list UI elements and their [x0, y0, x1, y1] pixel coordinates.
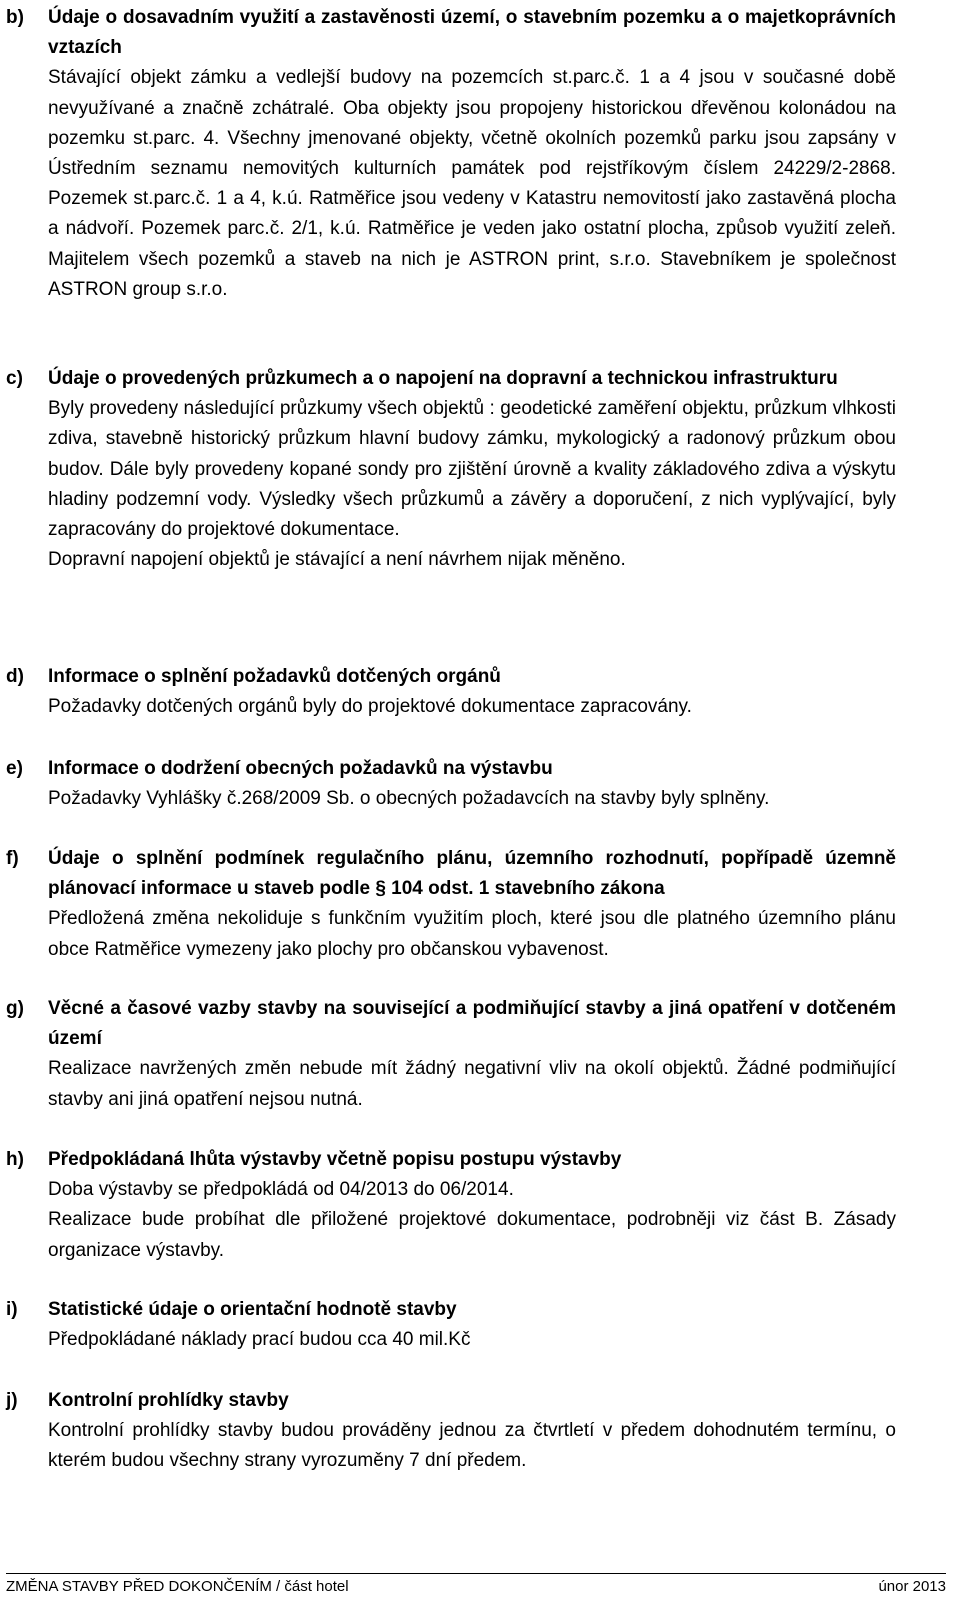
section-heading: Informace o splnění požadavků dotčených orgánů: [48, 666, 501, 687]
section-letter: d): [6, 666, 24, 687]
section-text: Předložená změna nekoliduje s funkčním využitím ploch, které jsou dle platného územního plánu obce Ratměřice vymezeny jako plochy pro občanskou vybavenost.: [48, 908, 896, 960]
section-j: [6, 1386, 896, 1477]
section-i: [6, 1295, 896, 1355]
section-b: [6, 3, 896, 305]
section-letter: b): [6, 7, 24, 28]
section-heading: Statistické údaje o orientační hodnotě stavby: [48, 1299, 457, 1320]
section-c: [6, 364, 896, 575]
section-letter: g): [6, 998, 24, 1019]
section-heading: Údaje o dosavadním využití a zastavěnosti území, o stavebním pozemku a o majetkoprávních vztazích: [48, 7, 896, 59]
section-heading: Předpokládaná lhůta výstavby včetně popisu postupu výstavby: [48, 1149, 622, 1170]
section-text: Předpokládané náklady prací budou cca 40 mil.Kč: [48, 1329, 471, 1351]
section-text-2: Dopravní napojení objektů je stávající a není návrhem nijak měněno.: [48, 549, 626, 571]
section-heading: Údaje o provedených průzkumech a o napojení na dopravní a technickou infrastrukturu: [48, 368, 838, 389]
section-heading: Kontrolní prohlídky stavby: [48, 1390, 289, 1411]
section-text: Kontrolní prohlídky stavby budou prováděny jednou za čtvrtletí v předem dohodnutém termínu, o kterém budou všechny strany vyrozuměny 7 dní předem.: [48, 1420, 896, 1472]
section-f: [6, 844, 896, 965]
section-h: [6, 1145, 896, 1266]
section-text-2: Realizace bude probíhat dle přiložené projektové dokumentace, podrobněji viz část B. Zásady organizace výstavby.: [48, 1209, 896, 1261]
section-letter: h): [6, 1149, 24, 1170]
section-letter: f): [6, 848, 19, 869]
section-letter: j): [6, 1390, 18, 1411]
section-g: [6, 994, 896, 1115]
section-e: [6, 754, 896, 814]
section-text: Požadavky Vyhlášky č.268/2009 Sb. o obecných požadavcích na stavby byly splněny.: [48, 788, 770, 810]
section-heading: Údaje o splnění podmínek regulačního plánu, územního rozhodnutí, popřípadě územně plánovací informace u staveb podle § 104 odst. 1 stavebního zákona: [48, 848, 896, 900]
section-letter: i): [6, 1299, 18, 1320]
section-letter: c): [6, 368, 23, 389]
section-heading: Informace o dodržení obecných požadavků na výstavbu: [48, 758, 553, 779]
footer-document-title: ZMĚNA STAVBY PŘED DOKONČENÍM / část hotel: [6, 1578, 349, 1595]
section-text: Realizace navržených změn nebude mít žádný negativní vliv na okolí objektů. Žádné podmiňující stavby ani jiná opatření nejsou nutná.: [48, 1058, 896, 1110]
page-footer: [6, 1573, 946, 1595]
section-letter: e): [6, 758, 23, 779]
section-d: [6, 662, 896, 722]
section-text: Doba výstavby se předpokládá od 04/2013 do 06/2014.: [48, 1179, 514, 1201]
section-text: Požadavky dotčených orgánů byly do projektové dokumentace zapracovány.: [48, 696, 692, 718]
section-text: Stávající objekt zámku a vedlejší budovy na pozemcích st.parc.č. 1 a 4 jsou v současné době nevyužívané a značně zchátralé. Oba objekty jsou propojeny historickou dřevěnou kolonádou na pozemku st.parc. 4. Všechny jmenované objekty, včetně okolních pozemků parku jsou zapsány v Ústředním seznamu nemovitých kulturních památek pod rejstříkovým číslem 24229/2-2868. Pozemek st.parc.č. 1 a 4, k.ú. Ratměřice jsou vedeny v Katastru nemovitostí jako zastavěná plocha a nádvoří. Pozemek parc.č. 2/1, k.ú. Ratměřice je veden jako ostatní plocha, způsob využití zeleň. Majitelem všech pozemků a staveb na nich je ASTRON print, s.r.o. Stavebníkem je společnost ASTRON group s.r.o.: [48, 67, 896, 300]
footer-date: únor 2013: [878, 1578, 946, 1595]
section-text: Byly provedeny následující průzkumy všech objektů : geodetické zaměření objektu, průzkum vlhkosti zdiva, stavebně historický průzkum hlavní budovy zámku, mykologický a radonový průzkum obou budov. Dále byly provedeny kopané sondy pro zjištění úrovně a kvality základového zdiva a výskytu hladiny podzemní vody. Výsledky všech průzkumů a závěry a doporučení, z nich vyplývající, byly zapracovány do projektové dokumentace.: [48, 398, 896, 541]
section-heading: Věcné a časové vazby stavby na související a podmiňující stavby a jiná opatření v dotčeném území: [48, 998, 896, 1050]
